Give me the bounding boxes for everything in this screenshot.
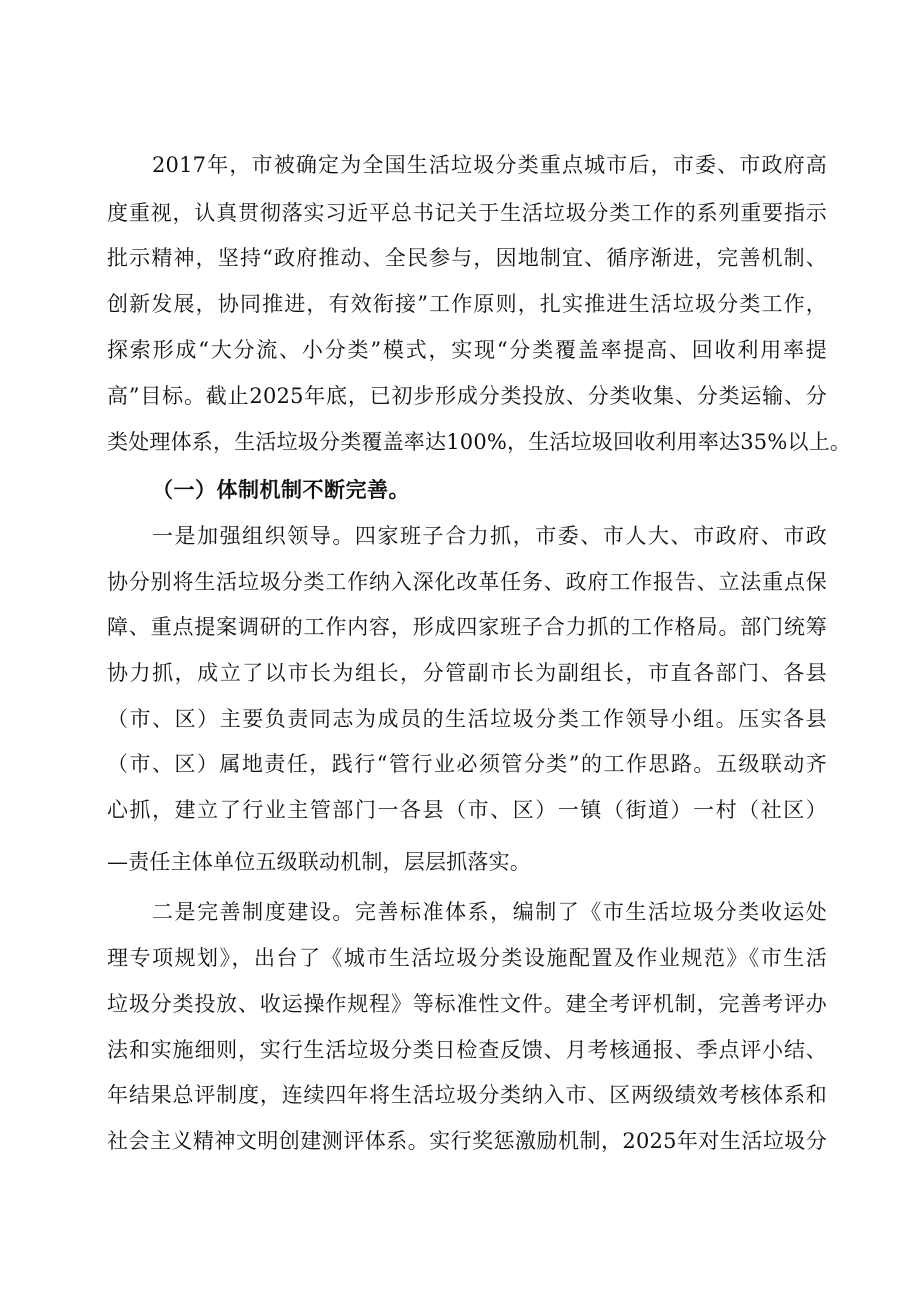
paragraph-3-line-2: 理专项规划》，出台了《城市生活垃圾分类设施配置及作业规范》《市生活 [107,946,827,970]
paragraph-3-line-1: 二是完善制度建设。完善标准体系，编制了《市生活垃圾分类收运处 [152,900,827,924]
paragraph-1-line-4: 创新发展，协同推进，有效衔接”工作原则，扎实推进生活垃圾分类工作， [107,292,827,316]
paragraph-1-line-3: 批示精神，坚持“政府推动、全民参与，因地制宜、循序渐进，完善机制、 [107,246,827,270]
paragraph-3-line-4: 法和实施细则，实行生活垃圾分类日检查反馈、月考核通报、季点评小结、 [107,1038,827,1062]
paragraph-1-line-7: 类处理体系，生活垃圾分类覆盖率达100%，生活垃圾回收利用率达35%以上。 [107,430,852,454]
paragraph-2-line-5: （市、区）主要负责同志为成员的生活垃圾分类工作领导小组。压实各县 [107,707,827,731]
paragraph-3-line-3: 垃圾分类投放、收运操作规程》等标准性文件。建全考评机制，完善考评办 [107,992,827,1016]
paragraph-3-line-6: 社会主义精神文明创建测评体系。实行奖惩激励机制，2025年对生活垃圾分 [107,1129,827,1153]
paragraph-2-line-3: 障、重点提案调研的工作内容，形成四家班子合力抓的工作格局。部门统筹 [107,615,827,639]
paragraph-1-line-2: 度重视，认真贯彻落实习近平总书记关于生活垃圾分类工作的系列重要指示 [107,201,827,225]
paragraph-3-line-5: 年结果总评制度，连续四年将生活垃圾分类纳入市、区两级绩效考核体系和 [107,1083,827,1107]
paragraph-2-line-8: —责任主体单位五级联动机制，层层抓落实。 [107,850,531,874]
paragraph-2-line-6: （市、区）属地责任，践行“管行业必须管分类”的工作思路。五级联动齐 [107,752,827,776]
paragraph-1-line-5: 探索形成“大分流、小分类”模式，实现“分类覆盖率提高、回收利用率提 [107,338,827,362]
paragraph-1-line-1: 2017年，市被确定为全国生活垃圾分类重点城市后，市委、市政府高 [152,153,827,177]
section-heading: （一）体制机制不断完善。 [152,477,410,502]
paragraph-2-line-2: 协分别将生活垃圾分类工作纳入深化改革任务、政府工作报告、立法重点保 [107,570,827,594]
paragraph-2-line-7: 心抓，建立了行业主管部门一各县（市、区）一镇（街道）一村（社区） [107,798,827,822]
paragraph-1-line-6: 高”目标。截止2025年底，已初步形成分类投放、分类收集、分类运输、分 [107,384,827,408]
paragraph-2-line-4: 协力抓，成立了以市长为组长，分管副市长为副组长，市直各部门、各县 [107,661,827,685]
paragraph-2-line-1: 一是加强组织领导。四家班子合力抓，市委、市人大、市政府、市政 [152,524,827,548]
